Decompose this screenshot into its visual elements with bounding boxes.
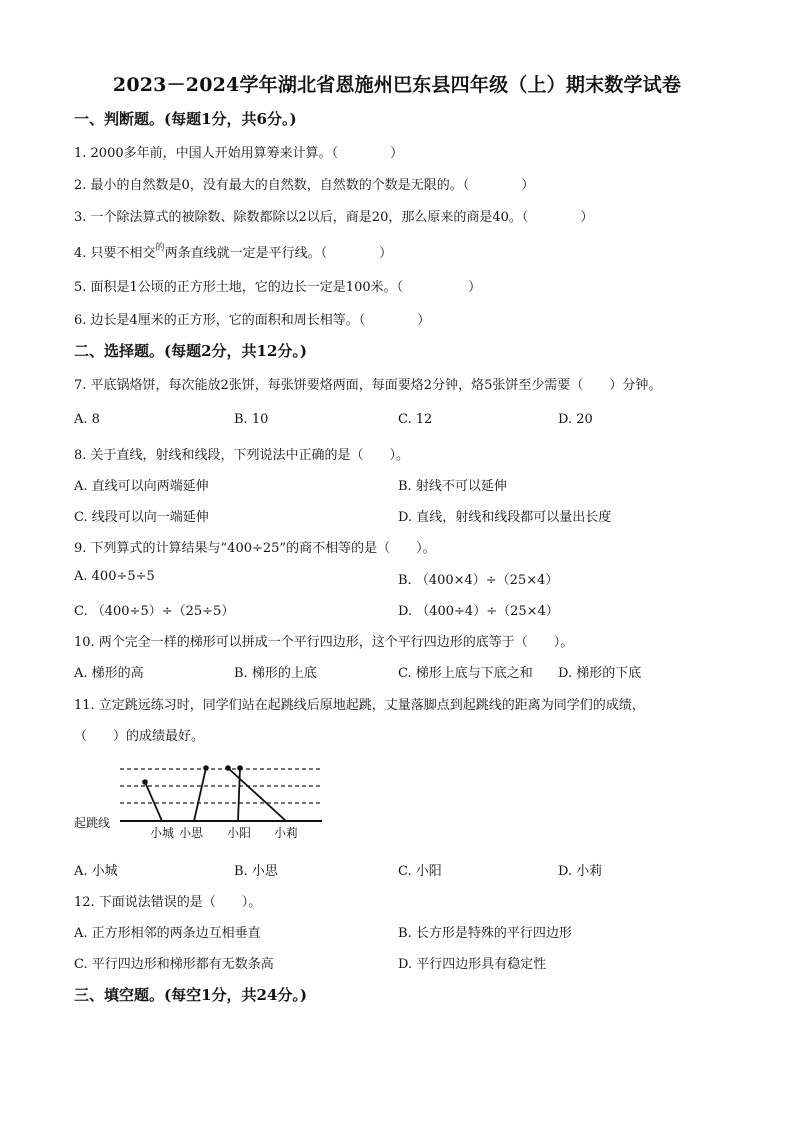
landing-point-xiaoyang	[237, 765, 243, 771]
question-9-option-a: A. 400÷5÷5	[74, 569, 155, 584]
question-4-rest: 两条直线就一定是平行线。（ ）	[164, 246, 393, 261]
question-12-option-b: B. 长方形是特殊的平行四边形	[398, 926, 572, 941]
question-12-option-a: A. 正方形相邻的两条边互相垂直	[74, 926, 261, 941]
question-4	[74, 242, 392, 261]
question-7-option-c: C. 12	[398, 412, 433, 427]
jump-line-xiaoli	[228, 768, 286, 821]
question-9-option-c: C. （400÷5）÷（25÷5）	[74, 604, 235, 619]
section-heading-choice: 二、选择题。(每题2分，共12分。)	[74, 342, 308, 360]
name-label-xiaosi: 小思	[179, 826, 204, 840]
question-7-option-b: B. 10	[234, 412, 269, 427]
section-heading-fill-in: 三、填空题。(每空1分，共24分。)	[74, 986, 308, 1004]
question-10-option-a: A. 梯形的高	[74, 666, 144, 681]
question-7-option-d: D. 20	[558, 412, 593, 427]
question-11-stem-line1: 11. 立定跳远练习时，同学们站在起跳线后原地起跳，丈量落脚点到起跳线的距离为同学们的成绩，	[74, 698, 645, 713]
question-8-option-d: D. 直线，射线和线段都可以量出长度	[398, 510, 612, 525]
question-8-option-b: B. 射线不可以延伸	[398, 479, 507, 494]
question-11-option-a: A. 小城	[74, 864, 118, 879]
baseline-label: 起跳线	[74, 816, 111, 830]
question-12-stem: 12. 下面说法错误的是（ ）。	[74, 895, 262, 910]
question-9-option-d: D. （400÷4）÷（25×4）	[398, 604, 559, 619]
jump-line-xiaoyang	[238, 768, 240, 821]
question-8-stem: 8. 关于直线，射线和线段，下列说法中正确的是（ ）。	[74, 448, 410, 463]
question-7-option-a: A. 8	[74, 412, 100, 427]
question-10-option-b: B. 梯形的上底	[234, 666, 317, 681]
question-11-stem-line2: （ ）的成绩最好。	[74, 729, 205, 744]
question-12-option-d: D. 平行四边形具有稳定性	[398, 957, 547, 972]
name-label-xiaocheng: 小城	[150, 826, 175, 840]
jump-line-xiaocheng	[145, 782, 162, 821]
question-9-option-b: B. （400×4）÷（25×4）	[398, 573, 559, 588]
question-4-insertion: 的	[155, 243, 165, 253]
question-4-prefix: 4. 只要不相交	[74, 246, 156, 261]
question-10-option-c: C. 梯形上底与下底之和	[398, 666, 533, 681]
landing-point-xiaocheng	[142, 779, 148, 785]
name-label-xiaoli: 小莉	[274, 826, 299, 840]
question-10-stem: 10. 两个完全一样的梯形可以拼成一个平行四边形，这个平行四边形的底等于（ ）。	[74, 635, 574, 650]
question-2: 2. 最小的自然数是0，没有最大的自然数，自然数的个数是无限的。（ ）	[74, 178, 535, 193]
question-11-option-b: B. 小思	[234, 864, 278, 879]
question-5: 5. 面积是1公顷的正方形土地，它的边长一定是100米。（ ）	[74, 280, 482, 295]
question-7-stem: 7. 平底锅烙饼，每次能放2张饼，每张饼要烙两面，每面要烙2分钟，烙5张饼至少需要（ ）分钟。	[74, 378, 662, 393]
name-label-xiaoyang: 小阳	[227, 826, 252, 840]
jump-line-xiaosi	[194, 768, 206, 821]
question-1: 1. 2000多年前，中国人开始用算筹来计算。（ ）	[74, 146, 404, 161]
section-heading-judgment: 一、判断题。(每题1分，共6分。)	[74, 110, 297, 128]
page-title: 2023－2024学年湖北省恩施州巴东县四年级（上）期末数学试卷	[112, 74, 682, 96]
question-8-option-a: A. 直线可以向两端延伸	[74, 479, 209, 494]
question-9-stem: 9. 下列算式的计算结果与“400÷25”的商不相等的是（ ）。	[74, 541, 436, 556]
question-8-option-c: C. 线段可以向一端延伸	[74, 510, 209, 525]
question-10-option-d: D. 梯形的下底	[558, 666, 642, 681]
question-11-option-c: C. 小阳	[398, 864, 442, 879]
question-11-option-d: D. 小莉	[558, 864, 603, 879]
question-12-option-c: C. 平行四边形和梯形都有无数条高	[74, 957, 274, 972]
landing-point-xiaoli	[225, 765, 231, 771]
landing-point-xiaosi	[203, 765, 209, 771]
long-jump-figure	[70, 755, 340, 845]
question-3: 3. 一个除法算式的被除数、除数都除以2以后，商是20，那么原来的商是40。（ ）	[74, 210, 594, 225]
question-6: 6. 边长是4厘米的正方形，它的面积和周长相等。（ ）	[74, 313, 431, 328]
